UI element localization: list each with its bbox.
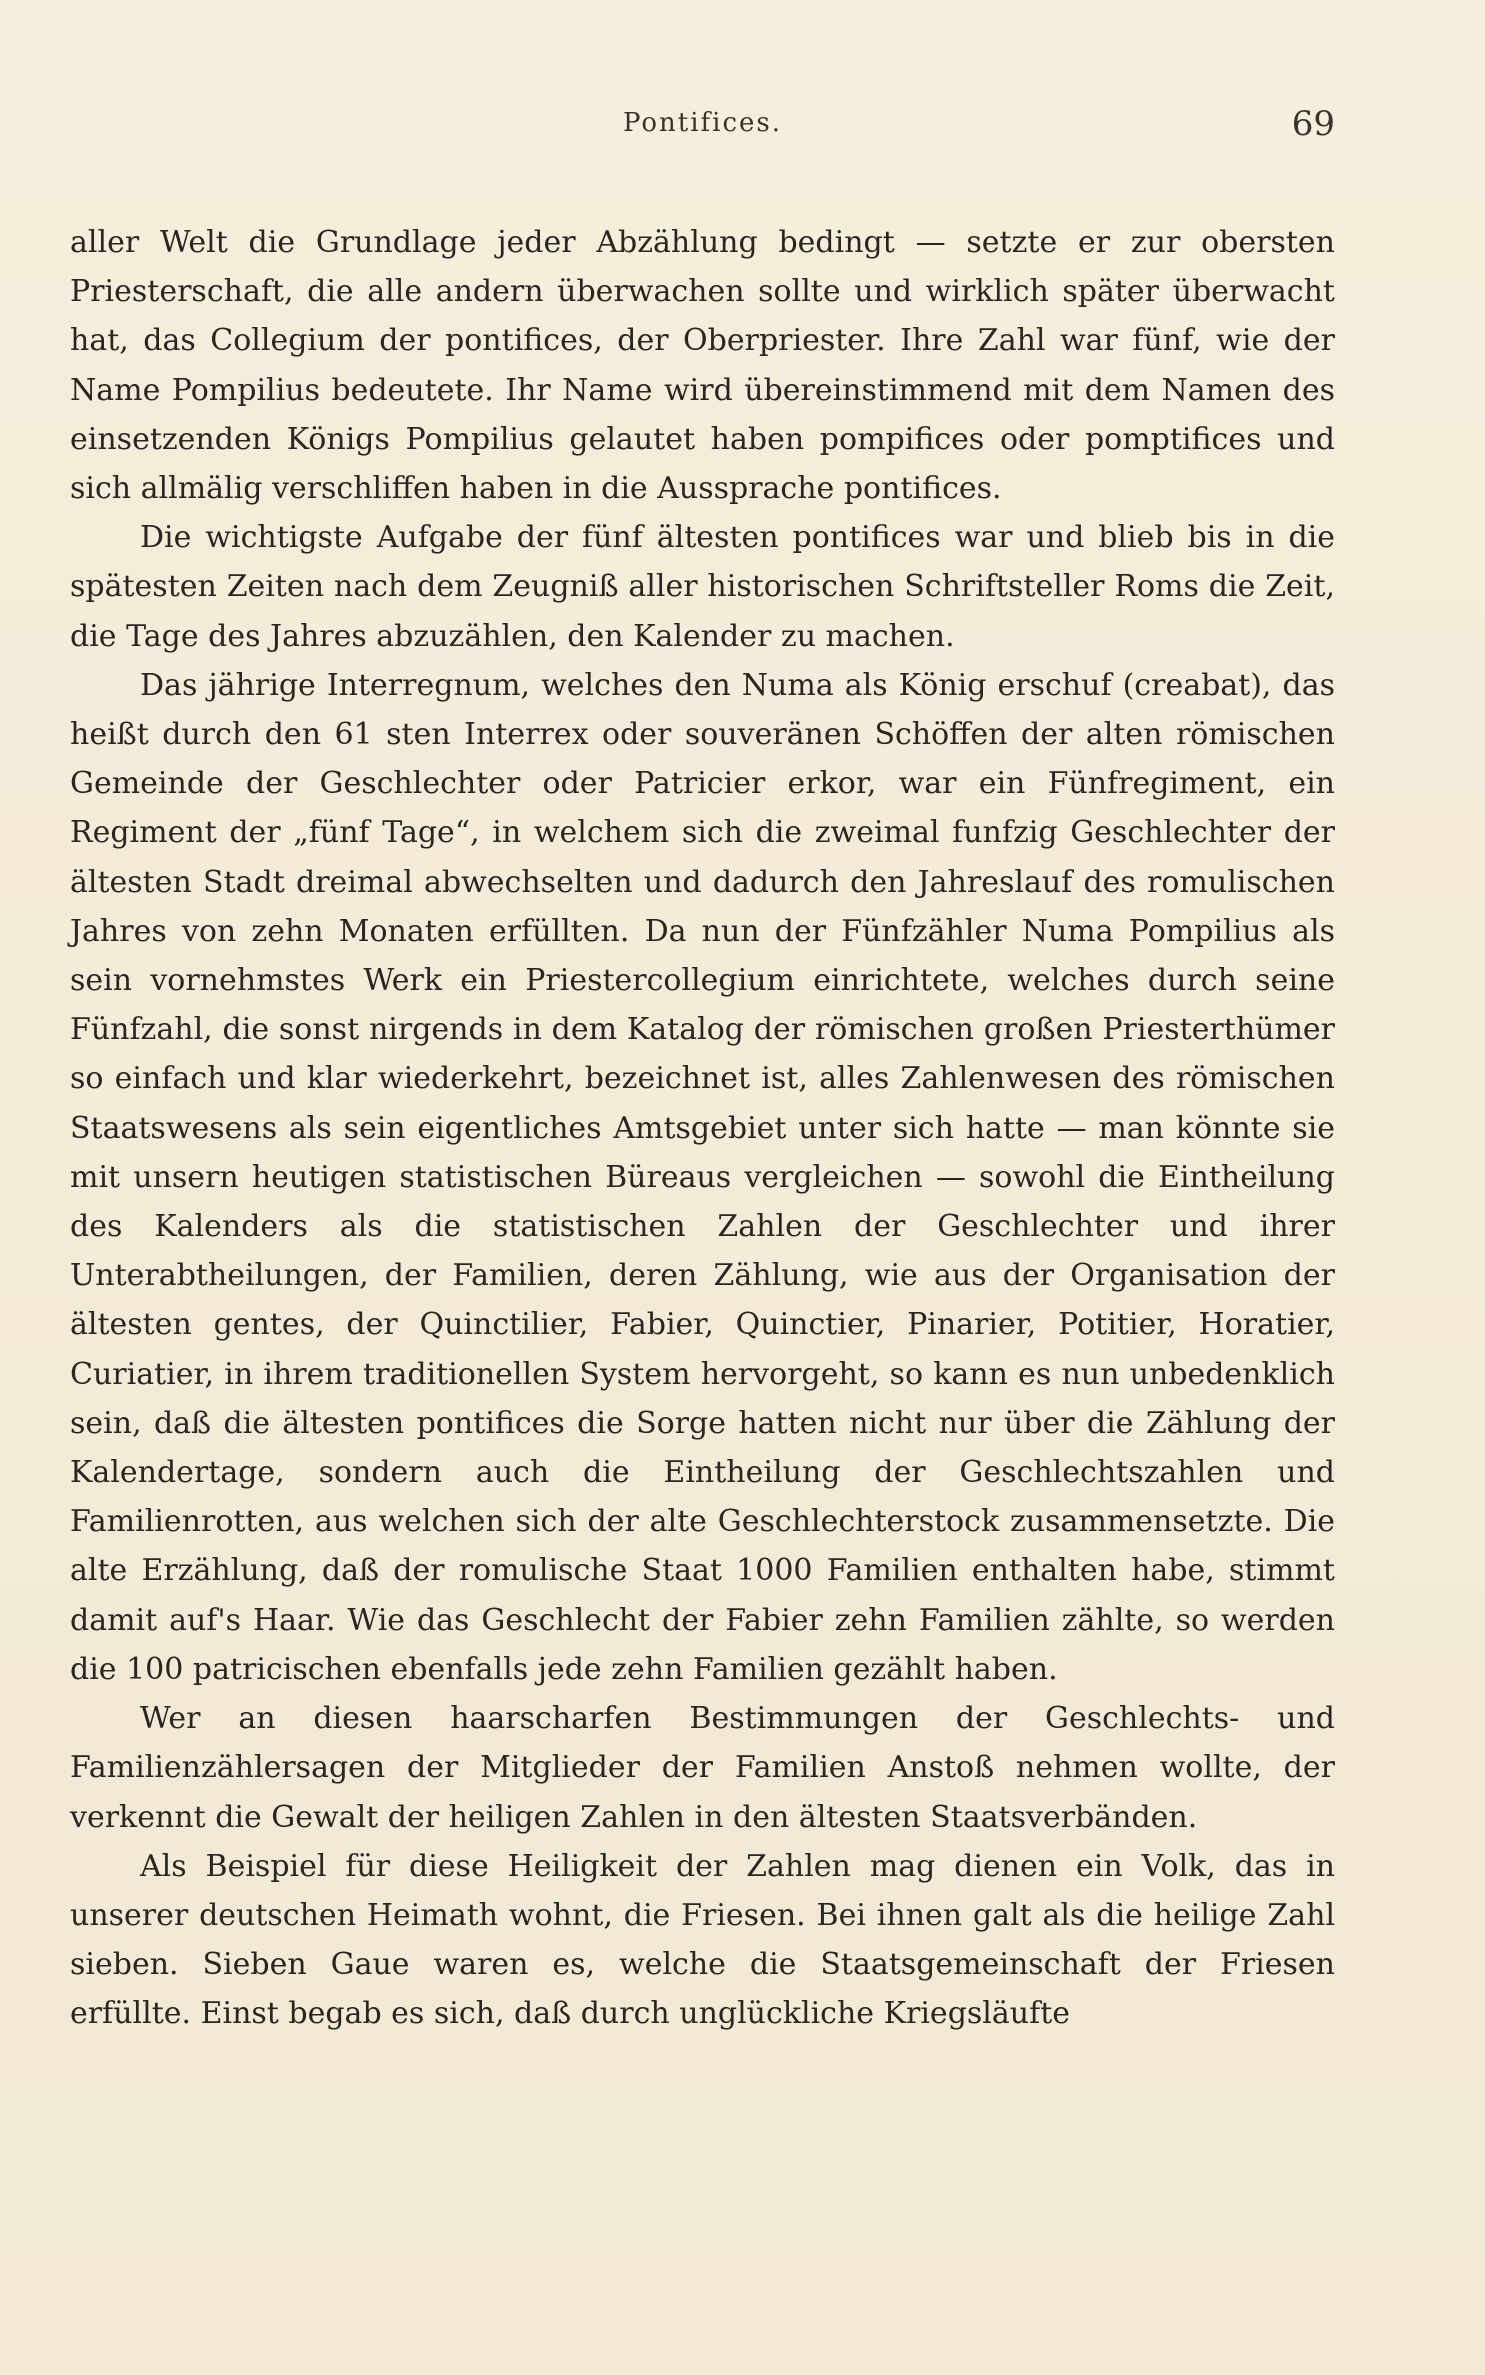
paragraph-4: Wer an diesen haarscharfen Bestimmungen der Geschlechts- und Familienzählersagen der Mitglieder der Familien Anstoß nehmen wollte, der verkennt die Gewalt der heiligen Zahlen in den ältesten Staatsverbänden. <box>70 1701 1335 1835</box>
paragraph-5: Als Beispiel für diese Heiligkeit der Zahlen mag dienen ein Volk, das in unserer deutschen Heimath wohnt, die Friesen. Bei ihnen galt als die heilige Zahl sieben. Sieben Gaue waren es, welche die Staatsgemeinschaft der Friesen erfüllte. Einst begab es sich, daß durch unglückliche Kriegsläufte <box>70 1848 1335 2032</box>
body-text <box>70 218 1335 2039</box>
running-head <box>70 90 1335 160</box>
paragraph-2: Die wichtigste Aufgabe der fünf ältesten pontifices war und blieb bis in die spätesten Zeiten nach dem Zeugniß aller historischen Schriftsteller Roms die Zeit, die Tage des Jahres abzuzählen, den Kalender zu machen. <box>70 520 1335 654</box>
paragraph-1: aller Welt die Grundlage jeder Abzählung bedingt — setzte er zur obersten Priesterschaft, die alle andern überwachen sollte und wirklich später überwacht hat, das Collegium der pontifices, der Oberpriester. Ihre Zahl war fünf, wie der Name Pompilius bedeutete. Ihr Name wird übereinstimmend mit dem Namen des einsetzenden Königs Pompilius gelautet haben pompifices oder pomptifices und sich allmälig verschliffen haben in die Aussprache pontifices. <box>70 225 1335 507</box>
running-title: Pontifices. <box>622 108 783 138</box>
page-number: 69 <box>1291 104 1335 144</box>
paragraph-3: Das jährige Interregnum, welches den Numa als König erschuf (creabat), das heißt durch den 61 sten Interrex oder souveränen Schöffen der alten römischen Gemeinde der Geschlechter oder Patricier erkor, war ein Fünfregiment, ein Regiment der „fünf Tage“, in welchem sich die zweimal funfzig Geschlechter der ältesten Stadt dreimal abwechselten und dadurch den Jahreslauf des romulischen Jahres von zehn Monaten erfüllten. Da nun der Fünfzähler Numa Pompilius als sein vornehmstes Werk ein Priestercollegium einrichtete, welches durch seine Fünfzahl, die sonst nirgends in dem Katalog der römischen großen Priesterthümer so einfach und klar wiederkehrt, bezeichnet ist, alles Zahlenwesen des römischen Staatswesens als sein eigentliches Amtsgebiet unter sich hatte — man könnte sie mit unsern heutigen statistischen Büreaus vergleichen — sowohl die Eintheilung des Kalenders als die statistischen Zahlen der Geschlechter und ihrer Unterabtheilungen, der Familien, deren Zählung, wie aus der Organisation der ältesten gentes, der Quinctilier, Fabier, Quinctier, Pinarier, Potitier, Horatier, Curiatier, in ihrem traditionellen System hervorgeht, so kann es nun unbedenklich sein, daß die ältesten pontifices die Sorge hatten nicht nur über die Zählung der Kalendertage, sondern auch die Eintheilung der Geschlechtszahlen und Familienrotten, aus welchen sich der alte Geschlechterstock zusammensetzte. Die alte Erzählung, daß der romulische Staat 1000 Familien enthalten habe, stimmt damit auf's Haar. Wie das Geschlecht der Fabier zehn Familien zählte, so werden die 100 patricischen ebenfalls jede zehn Familien gezählt haben. <box>70 667 1335 1687</box>
